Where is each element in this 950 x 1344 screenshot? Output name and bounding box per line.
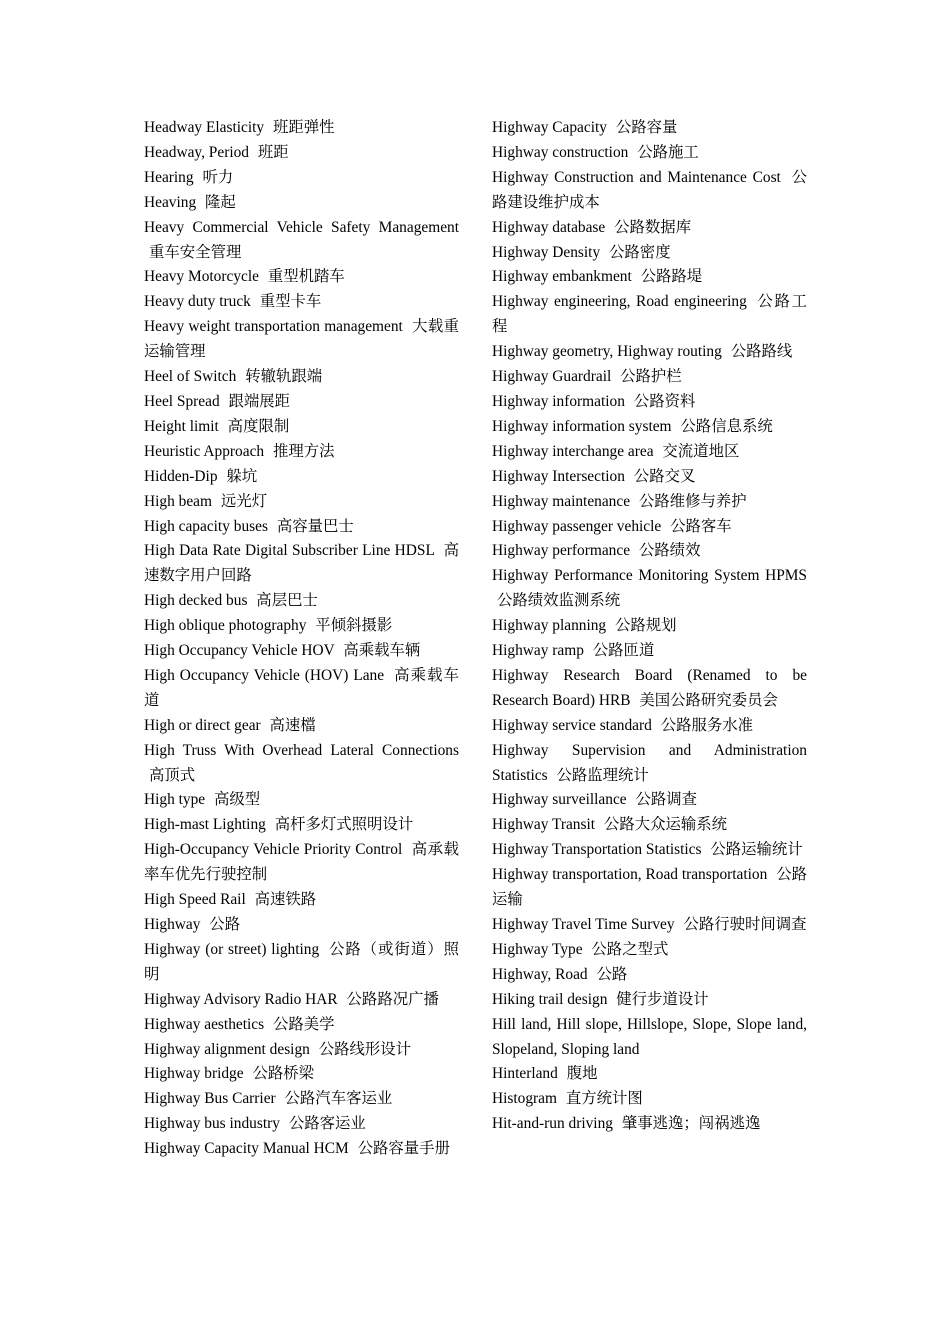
term-chinese: 公路 xyxy=(209,916,241,933)
term-chinese: 公路客运业 xyxy=(288,1115,366,1133)
term-chinese: 高级型 xyxy=(214,791,261,809)
glossary-entry xyxy=(144,166,459,191)
glossary-entry xyxy=(492,664,807,714)
glossary-entry xyxy=(144,539,459,589)
glossary-entry xyxy=(144,365,459,390)
term-english: Highway service standard xyxy=(492,716,652,734)
glossary-entry xyxy=(492,515,807,540)
term-chinese: 公路护栏 xyxy=(620,368,682,386)
term-chinese: 躲坑 xyxy=(226,467,258,485)
term-english: High Data Rate Digital Subscriber Line HDSL xyxy=(144,542,435,560)
term-english: High Speed Rail xyxy=(144,891,246,909)
glossary-entry xyxy=(492,241,807,266)
term-chinese: 公路工程 xyxy=(492,293,807,336)
term-chinese: 健行步道设计 xyxy=(616,990,709,1008)
glossary-entry xyxy=(144,1112,459,1137)
glossary-entry xyxy=(144,813,459,838)
glossary-entry xyxy=(492,290,807,340)
glossary-entry xyxy=(144,515,459,540)
term-english: High Occupancy Vehicle HOV xyxy=(144,642,335,660)
term-english: Highway Transit xyxy=(492,816,596,834)
term-english: High type xyxy=(144,791,206,809)
glossary-entry xyxy=(492,1013,807,1063)
term-chinese: 公路运输 xyxy=(492,866,807,909)
term-english: Highway bridge xyxy=(144,1065,244,1083)
term-chinese: 公路容量手册 xyxy=(357,1140,450,1158)
term-english: Highway Travel Time Survey xyxy=(492,916,675,933)
term-english: Hiking trail design xyxy=(492,990,608,1008)
term-english: Highway construction xyxy=(492,143,629,161)
glossary-entry xyxy=(492,490,807,515)
glossary-entry xyxy=(144,1137,459,1162)
term-english: Highway xyxy=(144,916,201,933)
term-english: Highway Bus Carrier xyxy=(144,1090,276,1108)
term-chinese: 公路大众运输系统 xyxy=(603,816,728,834)
glossary-entry xyxy=(492,639,807,664)
term-chinese: 公路施工 xyxy=(637,143,699,161)
term-english: High Truss With Overhead Lateral Connections xyxy=(144,741,459,759)
term-chinese: 隆起 xyxy=(205,193,236,211)
glossary-entry xyxy=(492,440,807,465)
term-english: High-mast Lighting xyxy=(144,816,266,834)
term-chinese: 公路汽车客运业 xyxy=(284,1090,393,1108)
term-chinese: 公路容量 xyxy=(615,119,678,136)
term-chinese: 重车安全管理 xyxy=(149,243,242,261)
term-chinese: 高速檔 xyxy=(269,716,316,734)
term-english: Highway surveillance xyxy=(492,791,627,809)
term-english: High decked bus xyxy=(144,592,248,610)
glossary-entry xyxy=(492,365,807,390)
glossary-entry xyxy=(492,714,807,739)
term-chinese: 公路桥梁 xyxy=(252,1065,315,1083)
term-english: Highway Capacity Manual HCM xyxy=(144,1140,349,1158)
term-english: Highway information system xyxy=(492,417,672,435)
term-english: High capacity buses xyxy=(144,517,268,535)
term-english: Height limit xyxy=(144,417,219,435)
glossary-entry xyxy=(492,1087,807,1112)
term-english: Highway engineering, Road engineering xyxy=(492,293,747,311)
term-chinese: 高乘载车辆 xyxy=(343,642,421,660)
glossary-entry xyxy=(144,913,459,938)
term-english: Highway database xyxy=(492,218,606,236)
term-english: High-Occupancy Vehicle Priority Control xyxy=(144,841,403,859)
glossary-entry xyxy=(492,539,807,564)
glossary-entry xyxy=(144,415,459,440)
term-english: Hidden-Dip xyxy=(144,467,218,485)
term-chinese: 转辙轨跟端 xyxy=(245,368,323,386)
term-english: Heel of Switch xyxy=(144,368,237,386)
glossary-entry xyxy=(144,1038,459,1063)
glossary-right-column xyxy=(492,116,807,1137)
term-chinese: 公路线形设计 xyxy=(318,1040,412,1058)
glossary-entry xyxy=(492,963,807,988)
glossary-entry xyxy=(144,714,459,739)
term-chinese: 腹地 xyxy=(566,1065,598,1083)
term-english: High or direct gear xyxy=(144,716,261,734)
term-chinese: 高容量巴士 xyxy=(276,517,354,535)
glossary-entry xyxy=(144,1062,459,1087)
term-chinese: 公路监理统计 xyxy=(556,766,649,784)
glossary-entry xyxy=(144,639,459,664)
term-english: Highway aesthetics xyxy=(144,1015,265,1033)
term-chinese: 直方统计图 xyxy=(565,1090,643,1108)
term-english: Heavy duty truck xyxy=(144,293,251,311)
term-english: Histogram xyxy=(492,1090,557,1108)
term-english: Highway information xyxy=(492,392,625,410)
glossary-entry xyxy=(144,440,459,465)
term-english: Highway Transportation Statistics xyxy=(492,841,702,859)
term-english: Highway Capacity xyxy=(492,119,607,136)
term-chinese: 高度限制 xyxy=(227,417,290,435)
term-chinese: 公路服务水准 xyxy=(660,716,754,734)
glossary-entry xyxy=(492,614,807,639)
term-english: Headway Elasticity xyxy=(144,119,265,136)
glossary-entry xyxy=(144,988,459,1013)
glossary-entry xyxy=(492,813,807,838)
glossary-entry xyxy=(144,465,459,490)
term-chinese: 公路（或街道）照明 xyxy=(144,940,459,983)
term-chinese: 公路密度 xyxy=(609,243,671,261)
glossary-entry xyxy=(144,1087,459,1112)
term-chinese: 公路规划 xyxy=(615,617,677,635)
glossary-entry xyxy=(144,390,459,415)
glossary-entry xyxy=(492,216,807,241)
glossary-entry xyxy=(492,564,807,614)
term-english: Highway Intersection xyxy=(492,467,625,485)
term-english: Highway planning xyxy=(492,617,607,635)
term-chinese: 高层巴士 xyxy=(256,592,318,610)
term-english: Highway Advisory Radio HAR xyxy=(144,990,338,1008)
term-english: High Occupancy Vehicle (HOV) Lane xyxy=(144,666,385,684)
term-english: Highway Research Board (Renamed to be Research Board) HRB xyxy=(492,666,807,709)
term-english: Highway passenger vehicle xyxy=(492,517,662,535)
glossary-entry xyxy=(492,938,807,963)
term-english: Heavy Commercial Vehicle Safety Management xyxy=(144,218,459,236)
glossary-entry xyxy=(144,116,459,141)
term-english: Highway Supervision and Administration Statistics xyxy=(492,741,807,784)
term-chinese: 高承载率车优先行驶控制 xyxy=(144,841,459,884)
term-english: Hill land, Hill slope, Hillslope, Slope, Slope land, Slopeland, Sloping land xyxy=(492,1015,807,1058)
term-english: Hearing xyxy=(144,168,194,186)
term-chinese: 公路路堤 xyxy=(640,268,703,286)
glossary-entry xyxy=(144,216,459,266)
glossary-entry xyxy=(144,191,459,216)
glossary-entry xyxy=(492,141,807,166)
term-english: Highway ramp xyxy=(492,642,584,660)
term-chinese: 公路匝道 xyxy=(592,642,655,660)
term-english: Highway Construction and Maintenance Cost xyxy=(492,168,781,186)
term-chinese: 公路信息系统 xyxy=(680,417,773,435)
term-chinese: 听力 xyxy=(202,168,234,186)
glossary-entry xyxy=(492,838,807,863)
term-chinese: 重型卡车 xyxy=(259,293,322,311)
term-chinese: 远光灯 xyxy=(220,492,268,510)
term-chinese: 大载重运输管理 xyxy=(144,318,459,361)
term-english: Highway (or street) lighting xyxy=(144,940,320,958)
glossary-entry xyxy=(492,988,807,1013)
term-chinese: 公路行驶时间调查 xyxy=(683,916,807,933)
glossary-entry xyxy=(492,788,807,813)
glossary-entry xyxy=(144,788,459,813)
term-chinese: 推理方法 xyxy=(272,442,335,460)
glossary-entry xyxy=(144,315,459,365)
term-english: Highway geometry, Highway routing xyxy=(492,343,722,361)
glossary-entry xyxy=(492,465,807,490)
term-chinese: 公路路况广播 xyxy=(346,990,439,1008)
term-chinese: 公路建设维护成本 xyxy=(492,168,807,211)
term-chinese: 班距 xyxy=(257,143,289,161)
term-chinese: 高顶式 xyxy=(149,766,196,784)
term-english: Heavy weight transportation management xyxy=(144,318,403,336)
term-english: Highway transportation, Road transportation xyxy=(492,866,768,884)
term-english: Highway embankment xyxy=(492,268,632,286)
term-english: Heavy Motorcycle xyxy=(144,268,259,286)
term-chinese: 公路 xyxy=(596,965,628,983)
glossary-entry xyxy=(492,390,807,415)
term-english: Heuristic Approach xyxy=(144,442,265,460)
term-english: Highway Type xyxy=(492,940,583,958)
term-chinese: 交流道地区 xyxy=(662,442,740,460)
term-english: High oblique photography xyxy=(144,617,307,635)
term-chinese: 高速数字用户回路 xyxy=(144,542,459,585)
term-english: Hit-and-run driving xyxy=(492,1115,613,1133)
glossary-entry xyxy=(492,863,807,913)
term-english: Highway Guardrail xyxy=(492,368,612,386)
glossary-entry xyxy=(492,1112,807,1137)
term-chinese: 公路运输统计 xyxy=(710,841,803,859)
term-english: Highway, Road xyxy=(492,965,588,983)
term-chinese: 公路调查 xyxy=(635,791,698,809)
glossary-entry xyxy=(144,290,459,315)
term-chinese: 高杆多灯式照明设计 xyxy=(274,816,414,834)
term-chinese: 跟端展距 xyxy=(228,392,291,410)
glossary-entry xyxy=(144,739,459,789)
glossary-entry xyxy=(144,614,459,639)
term-english: Headway, Period xyxy=(144,143,249,161)
glossary-entry xyxy=(144,141,459,166)
term-chinese: 高乘载车道 xyxy=(144,666,459,709)
glossary-entry xyxy=(492,166,807,216)
glossary-entry xyxy=(144,888,459,913)
term-chinese: 公路数据库 xyxy=(614,218,692,236)
term-english: Hinterland xyxy=(492,1065,558,1083)
glossary-left-column xyxy=(144,116,459,1162)
term-chinese: 公路美学 xyxy=(272,1015,335,1033)
term-english: Heel Spread xyxy=(144,392,220,410)
term-chinese: 公路维修与养护 xyxy=(638,492,747,510)
term-chinese: 公路绩效 xyxy=(638,542,701,560)
term-english: Highway alignment design xyxy=(144,1040,310,1058)
term-chinese: 公路资料 xyxy=(633,392,696,410)
term-english: Highway Density xyxy=(492,243,601,261)
term-english: Highway performance xyxy=(492,542,631,560)
term-chinese: 公路客车 xyxy=(670,517,732,535)
term-chinese: 公路之型式 xyxy=(591,940,669,958)
term-chinese: 公路交叉 xyxy=(633,467,696,485)
term-chinese: 重型机踏车 xyxy=(267,268,345,286)
glossary-entry xyxy=(492,116,807,141)
term-english: Highway maintenance xyxy=(492,492,631,510)
glossary-entry xyxy=(144,838,459,888)
glossary-entry xyxy=(144,589,459,614)
glossary-entry xyxy=(492,340,807,365)
term-chinese: 高速铁路 xyxy=(254,891,317,909)
glossary-entry xyxy=(144,1013,459,1038)
term-chinese: 平倾斜摄影 xyxy=(315,617,393,635)
term-chinese: 肇事逃逸；闯祸逃逸 xyxy=(621,1115,761,1133)
term-english: Highway interchange area xyxy=(492,442,654,460)
term-chinese: 美国公路研究委员会 xyxy=(639,691,778,709)
term-chinese: 公路路线 xyxy=(730,343,793,361)
term-english: High beam xyxy=(144,492,212,510)
glossary-entry xyxy=(492,739,807,789)
glossary-entry xyxy=(144,265,459,290)
term-english: Highway bus industry xyxy=(144,1115,280,1133)
glossary-entry xyxy=(492,415,807,440)
term-english: Highway Performance Monitoring System HPMS xyxy=(492,567,807,585)
glossary-entry xyxy=(492,913,807,938)
term-chinese: 公路绩效监测系统 xyxy=(497,592,621,610)
glossary-entry xyxy=(492,1062,807,1087)
glossary-entry xyxy=(144,938,459,988)
term-english: Heaving xyxy=(144,193,197,211)
glossary-entry xyxy=(144,490,459,515)
glossary-entry xyxy=(492,265,807,290)
term-chinese: 班距弹性 xyxy=(272,119,335,136)
glossary-entry xyxy=(144,664,459,714)
